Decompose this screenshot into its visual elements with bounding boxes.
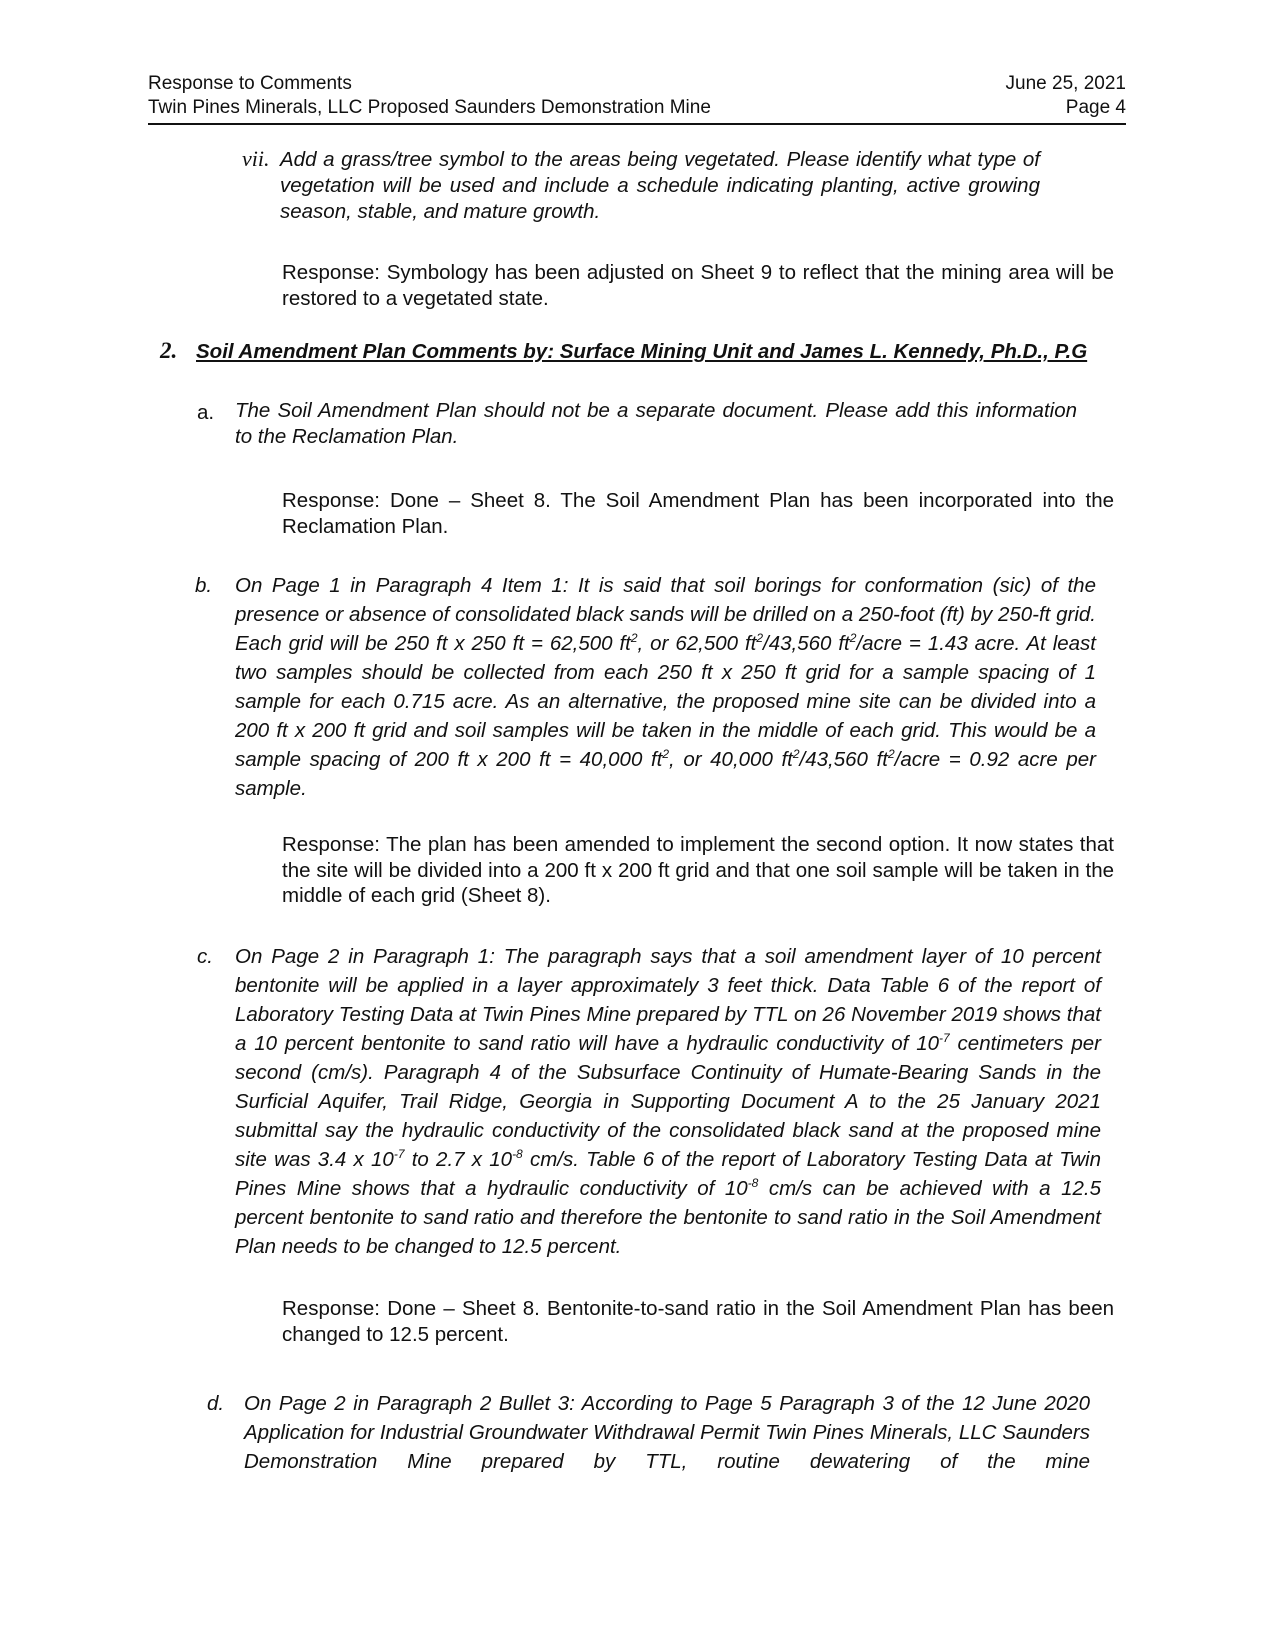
- item-b-response: Response: The plan has been amended to implement the second option. It now states that the site will be divided into a 200 ft x 200 ft grid and that one soil sample will be taken in the middle of each grid (Sheet 8).: [282, 833, 1114, 907]
- item-vii-response: Response: Symbology has been adjusted on Sheet 9 to reflect that the mining area will be restored to a vegetated state.: [282, 261, 1114, 310]
- item-c-label: c.: [197, 945, 213, 968]
- section-heading: Soil Amendment Plan Comments by: Surface Mining Unit and James L. Kennedy, Ph.D., P.G: [196, 340, 1088, 363]
- document-date: June 25, 2021: [1005, 73, 1126, 94]
- section-number: 2.: [160, 338, 178, 363]
- item-b-comment: On Page 1 in Paragraph 4 Item 1: It is said that soil borings for conformation (sic) of the presence or absence of consolidated black sands will be drilled on a 250-foot (ft) by 250-ft grid. Each grid will be 250 ft x 250 ft = 62,500 $ft^2$, or 62,500 $ft^2/43,560$ $ft^2$/acre = 1.43 acre. At least two samples should be collected from each 250 ft x 250 ft grid for a sample spacing of 1 sample for each 0.715 acre. As an alternative, the proposed mine site can be divided into a 200 ft x 200 ft grid and soil samples will be taken in the middle of each grid. This would be a sample spacing of 200 ft x 200 ft = 40,000 $ft^2$, or 40,000 $ft^2/43,560$ $ft^2$/acre = 0.92 acre per sample.: [235, 574, 1096, 800]
- item-d-label: d.: [207, 1392, 225, 1415]
- header-row-2: [148, 96, 1126, 120]
- item-b-label: b.: [195, 574, 213, 597]
- item-c-comment: On Page 2 in Paragraph 1: The paragraph says that a soil amendment layer of 10 percent bentonite will be applied in a layer approximately 3 feet thick. Data Table 6 of the report of Laboratory Testing Data at Twin Pines Mine prepared by TTL on 26 November 2019 shows that a 10 percent bentonite to sand ratio will have a hydraulic conductivity of $10^{-7}$ centimeters per second (cm/s). Paragraph 4 of the Subsurface Continuity of Humate-Bearing Sands in the Surficial Aquifer, Trail Ridge, Georgia in Supporting Document A to the 25 January 2021 submittal say the hydraulic conductivity of the consolidated black sand at the proposed mine site was 3.4 x $10^{-7}$ to 2.7 x $10^{-8}$ cm/s. Table 6 of the report of Laboratory Testing Data at Twin Pines Mine shows that a hydraulic conductivity of $10^{-8}$ cm/s can be achieved with a 12.5 percent bentonite to sand ratio and therefore the bentonite to sand ratio in the Soil Amendment Plan needs to be changed to 12.5 percent.: [235, 945, 1101, 1258]
- item-a-response: Response: Done – Sheet 8. The Soil Amendment Plan has been incorporated into the Reclamation Plan.: [282, 489, 1114, 538]
- item-d-comment: On Page 2 in Paragraph 2 Bullet 3: According to Page 5 Paragraph 3 of the 12 June 2020 Application for Industrial Groundwater Withdrawal Permit Twin Pines Minerals, LLC Saunders Demonstration Mine prepared by TTL, routine dewatering of the mine: [244, 1392, 1090, 1473]
- item-vii-comment: Add a grass/tree symbol to the areas being vegetated. Please identify what type of vegetation will be used and include a schedule indicating planting, active growing season, stable, and mature growth.: [280, 148, 1040, 223]
- document-title: Response to Comments: [148, 73, 352, 94]
- header-row-1: [148, 72, 1126, 96]
- item-a-label: a.: [197, 401, 215, 424]
- item-c-response: Response: Done – Sheet 8. Bentonite-to-sand ratio in the Soil Amendment Plan has been changed to 12.5 percent.: [282, 1297, 1114, 1346]
- item-a-comment: The Soil Amendment Plan should not be a separate document. Please add this information to the Reclamation Plan.: [235, 399, 1077, 448]
- page-number: Page 4: [1065, 97, 1126, 118]
- project-title: Twin Pines Minerals, LLC Proposed Saunders Demonstration Mine: [148, 97, 711, 118]
- page-header: [148, 72, 1126, 125]
- item-vii-label: vii.: [242, 146, 270, 171]
